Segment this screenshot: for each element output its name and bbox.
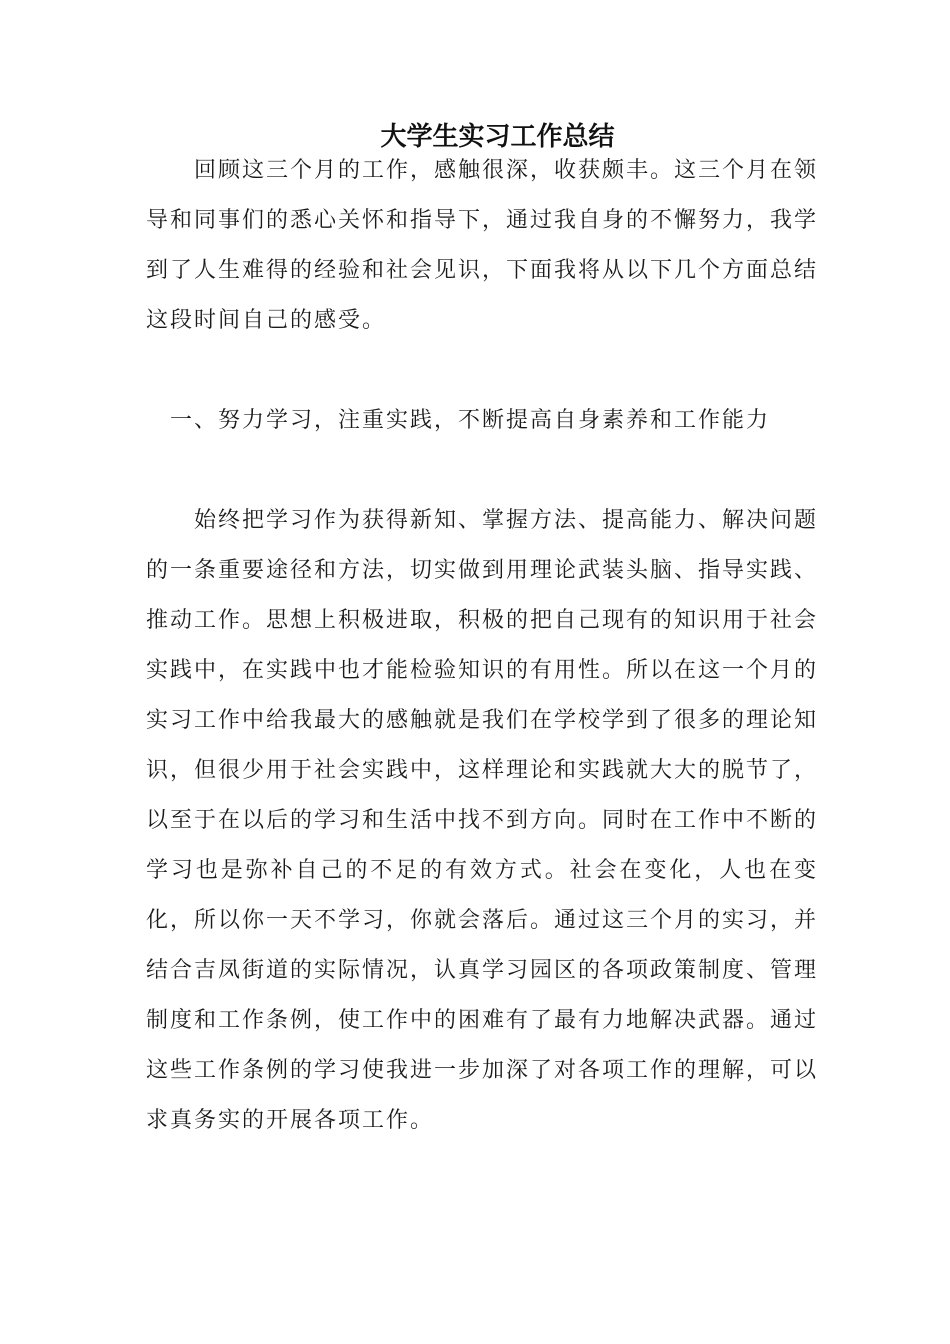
intro-paragraph: 回顾这三个月的工作，感触很深，收获颇丰。这三个月在领导和同事们的悉心关怀和指导下，通过我自身的不懈努力，我学到了人生难得的经验和社会见识，下面我将从以下几个方面总结这段时间自己的感受。	[146, 158, 819, 333]
section-paragraph: 始终把学习作为获得新知、掌握方法、提高能力、解决问题的一条重要途径和方法，切实做到用理论武装头脑、指导实践、推动工作。思想上积极进取，积极的把自己现有的知识用于社会实践中，在实践中也才能检验知识的有用性。所以在这一个月的实习工作中给我最大的感触就是我们在学校学到了很多的理论知识，但很少用于社会实践中，这样理论和实践就大大的脱节了，以至于在以后的学习和生活中找不到方向。同时在工作中不断的学习也是弥补自己的不足的有效方式。社会在变化，人也在变化，所以你一天不学习，你就会落后。通过这三个月的实习，并结合吉凤街道的实际情况，认真学习园区的各项政策制度、管理制度和工作条例，使工作中的困难有了最有力地解决武器。通过这些工作条例的学习使我进一步加深了对各项工作的理解，可以求真务实的开展各项工作。	[146, 508, 819, 1133]
section-heading: 一、努力学习，注重实践，不断提高自身素养和工作能力	[170, 408, 771, 433]
document-title: 大学生实习工作总结	[380, 122, 615, 153]
